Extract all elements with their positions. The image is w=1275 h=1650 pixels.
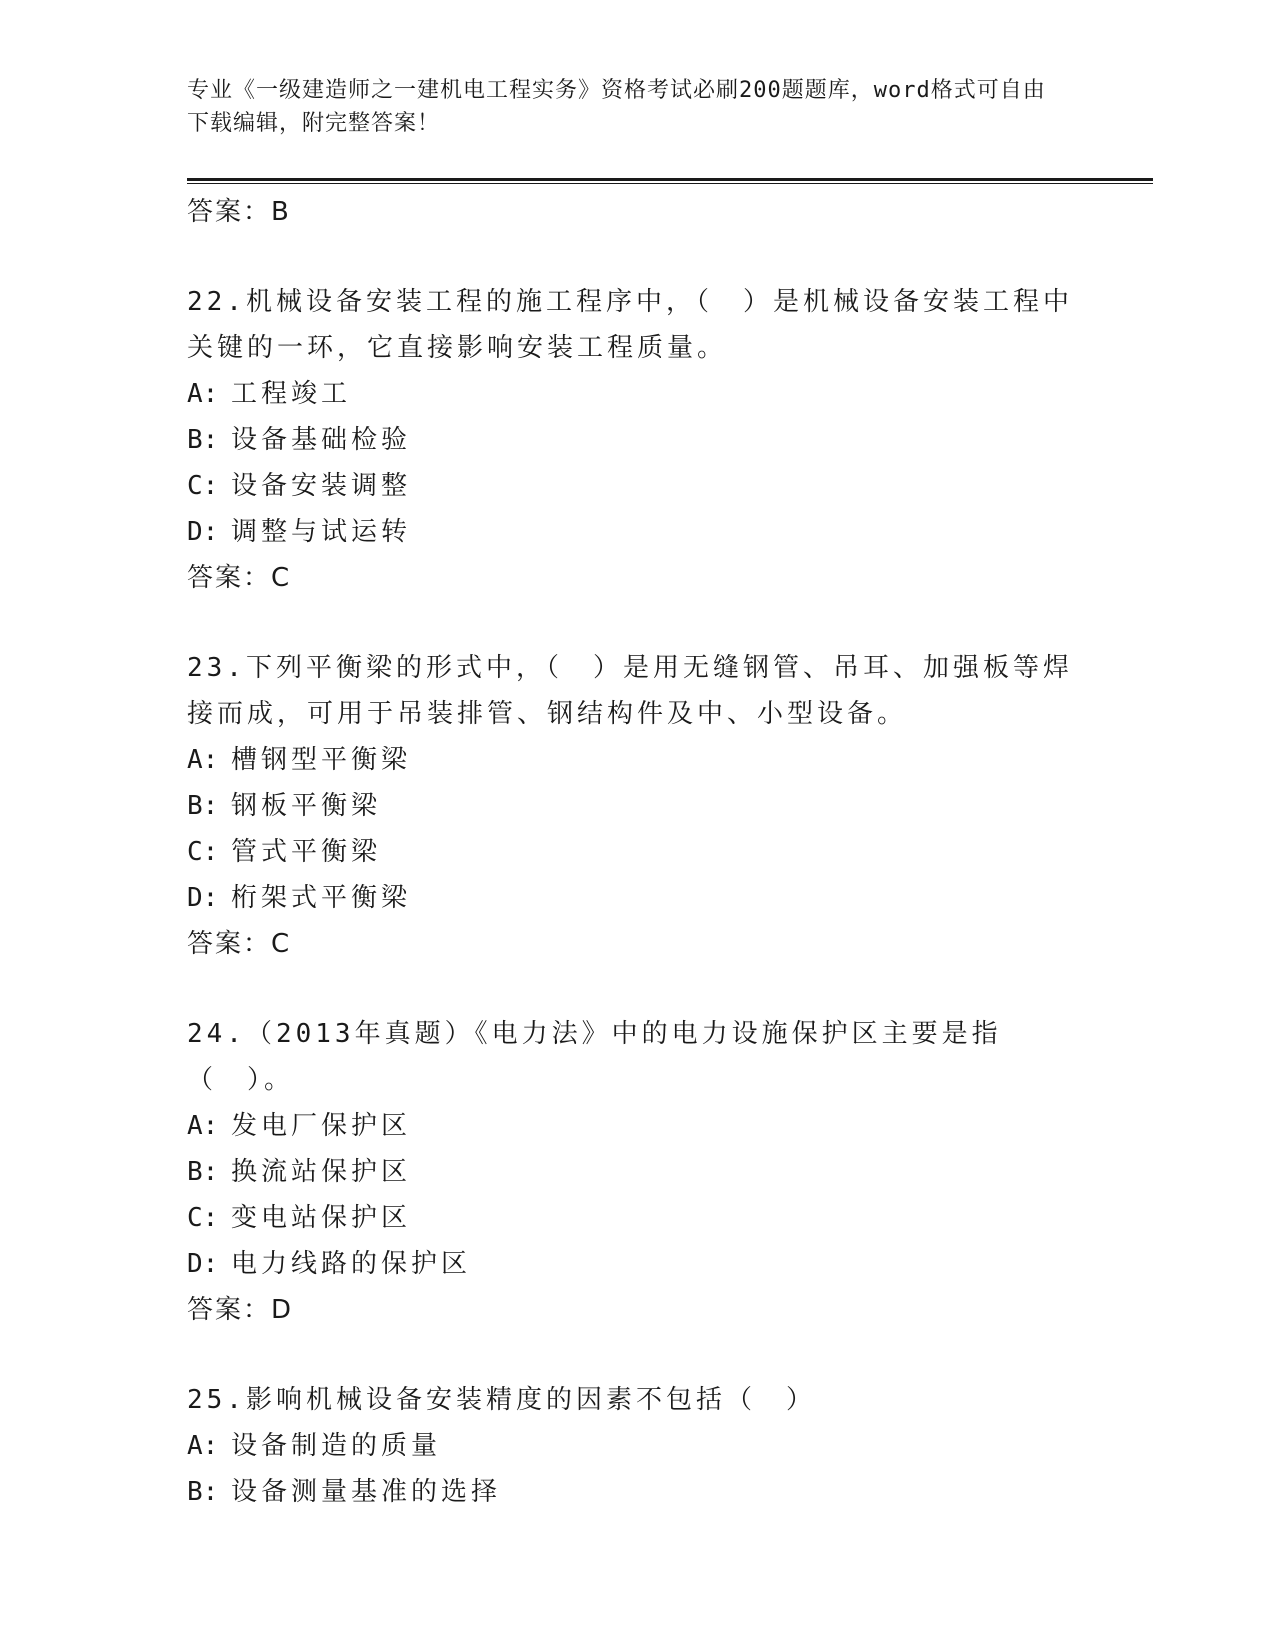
option-text: 电力线路的保护区 — [231, 1249, 472, 1279]
answer-line: 答案：C — [187, 563, 292, 593]
option-a — [187, 737, 1087, 783]
question-text: 23.下列平衡梁的形式中，（ ）是用无缝钢管、吊耳、加强板等焊接而成，可用于吊装排管、钢结构件及中、小型设备。 — [187, 653, 1073, 729]
option-d — [187, 509, 1087, 555]
header-divider — [187, 178, 1153, 181]
option-c — [187, 1195, 1087, 1241]
option-text: 调整与试运转 — [231, 517, 412, 547]
option-d — [187, 1241, 1087, 1287]
option-text: 槽钢型平衡梁 — [231, 745, 412, 775]
option-text: 设备制造的质量 — [231, 1431, 442, 1461]
option-text: 变电站保护区 — [231, 1203, 412, 1233]
option-letter: B: — [187, 1157, 219, 1187]
question-text: 22.机械设备安装工程的施工程序中，（ ）是机械设备安装工程中关键的一环，它直接影响安装工程质量。 — [187, 287, 1073, 363]
option-text: 发电厂保护区 — [231, 1111, 412, 1141]
option-letter: D: — [187, 1249, 219, 1279]
question-list — [187, 189, 1087, 1515]
answer-line: 答案：D — [187, 1295, 294, 1325]
option-b — [187, 783, 1087, 829]
option-letter: C: — [187, 1203, 219, 1233]
option-letter: B: — [187, 425, 219, 455]
answer-line: 答案：C — [187, 929, 292, 959]
option-text: 换流站保护区 — [231, 1157, 412, 1187]
option-letter: D: — [187, 883, 219, 913]
option-c — [187, 463, 1087, 509]
option-text: 桁架式平衡梁 — [231, 883, 412, 913]
option-b — [187, 417, 1087, 463]
option-text: 钢板平衡梁 — [231, 791, 382, 821]
option-text: 管式平衡梁 — [231, 837, 382, 867]
option-letter: B: — [187, 791, 219, 821]
option-b — [187, 1469, 1087, 1515]
option-text: 工程竣工 — [231, 379, 352, 409]
option-a — [187, 1423, 1087, 1469]
option-a — [187, 371, 1087, 417]
question-text: 24.（2013年真题）《电力法》中的电力设施保护区主要是指（ ）。 — [187, 1019, 1002, 1095]
option-text: 设备测量基准的选择 — [231, 1477, 502, 1507]
option-letter: D: — [187, 517, 219, 547]
question-text: 25.影响机械设备安装精度的因素不包括（ ） — [187, 1385, 816, 1415]
option-d — [187, 875, 1087, 921]
option-letter: C: — [187, 837, 219, 867]
document-header: 专业《一级建造师之一建机电工程实务》资格考试必刷200题题库，word格式可自由下载编辑，附完整答案！ — [187, 78, 1046, 136]
answer-line: 答案：B — [187, 197, 291, 227]
option-b — [187, 1149, 1087, 1195]
option-text: 设备基础检验 — [231, 425, 412, 455]
option-letter: B: — [187, 1477, 219, 1507]
option-letter: A: — [187, 1431, 219, 1461]
option-letter: A: — [187, 379, 219, 409]
option-letter: A: — [187, 1111, 219, 1141]
header-divider-thin — [187, 183, 1153, 184]
option-a — [187, 1103, 1087, 1149]
option-letter: C: — [187, 471, 219, 501]
option-text: 设备安装调整 — [231, 471, 412, 501]
option-c — [187, 829, 1087, 875]
option-letter: A: — [187, 745, 219, 775]
